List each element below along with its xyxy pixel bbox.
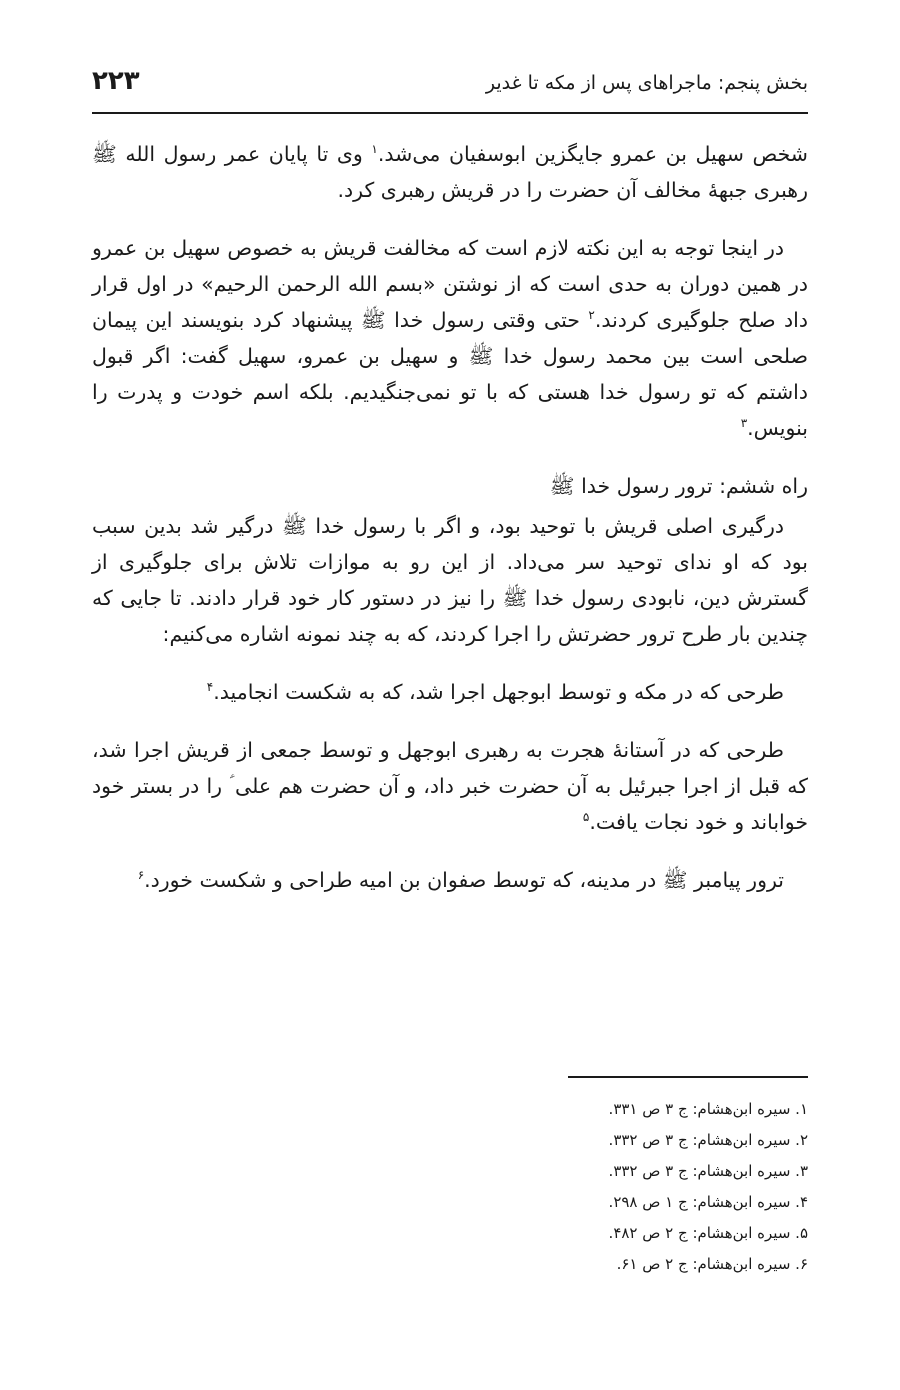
list-item-1-text: طرحی که در مکه و توسط ابوجهل اجرا شد، که به شکست انجامید. (213, 680, 784, 704)
footnote-divider (568, 1076, 808, 1078)
list-item-3-text: ترور پیامبر ﷺ در مدینه، که توسط صفوان بن امیه طراحی و شکست خورد. (144, 868, 784, 892)
running-header (92, 62, 808, 114)
footnote-2: ۲. سیره ابن‌هشام: ج ۳ ص ۳۳۲. (608, 1131, 808, 1149)
page-number: ۲۲۳ (92, 66, 140, 96)
paragraph-2-text-a: در اینجا توجه به این نکته لازم است که مخالفت قریش به خصوص سهیل بن عمرو در همین دوران به حدی است که از نوشتن «بسم الله الرحمن الرحیم» در اول قرار داد صلح جلوگیری کردند. (92, 236, 808, 332)
paragraph-1-text-b: وی تا پایان عمر رسول الله ﷺ رهبری جبهۀ مخالف آن حضرت را در قریش رهبری کرد. (92, 142, 808, 202)
section-title: بخش پنجم: ماجراهای پس از مکه تا غدیر (485, 72, 808, 94)
paragraph-1 (92, 136, 808, 208)
footnote-4: ۴. سیره ابن‌هشام: ج ۱ ص ۲۹۸. (608, 1193, 808, 1211)
paragraph-2 (92, 230, 808, 446)
footnote-1: ۱. سیره ابن‌هشام: ج ۳ ص ۳۳۱. (608, 1100, 808, 1118)
footnotes-list (430, 1094, 808, 1280)
footnote-ref-2: ۲ (588, 308, 595, 323)
main-text (92, 136, 808, 920)
paragraph-1-text-a: شخص سهیل بن عمرو جایگزین ابوسفیان می‌شد. (377, 142, 808, 166)
footnote-ref-4: ۴ (206, 680, 214, 695)
list-item-3 (92, 862, 808, 898)
list-item-2-text: طرحی که در آستانۀ هجرت به رهبری ابوجهل و توسط جمعی از قریش اجرا شد، که قبل از اجرا جبرئیل به آن حضرت خبر داد، و آن حضرت هم علی ؑ را در بستر خود خواباند و خود نجات یافت. (92, 738, 808, 834)
list-item-1 (92, 674, 808, 710)
footnote-5: ۵. سیره ابن‌هشام: ج ۲ ص ۴۸۲. (608, 1224, 808, 1242)
footnote-ref-5: ۵ (582, 810, 590, 825)
footnote-ref-3: ۳ (740, 416, 748, 431)
footnote-ref-6: ۶ (137, 868, 145, 883)
footnote-ref-1: ۱ (371, 142, 378, 157)
footnote-3: ۳. سیره ابن‌هشام: ج ۳ ص ۳۳۲. (608, 1162, 808, 1180)
footnote-6: ۶. سیره ابن‌هشام: ج ۲ ص ۶۱. (616, 1255, 808, 1273)
section-heading: راه ششم: ترور رسول خدا ﷺ (549, 474, 808, 498)
paragraph-2-text-b: حتی وقتی رسول خدا ﷺ پیشنهاد کرد بنویسند این پیمان صلحی است بین محمد رسول خدا ﷺ و سهیل بن عمرو، سهیل گفت: اگر قبول داشتم که تو رسول خدا هستی که با تو نمی‌جنگیدیم. بلکه اسم خودت و پدرت را بنویس. (92, 308, 808, 440)
paragraph-3: درگیری اصلی قریش با توحید بود، و اگر با رسول خدا ﷺ درگیر شد بدین سبب بود که او ندای توحید سر می‌داد. از این رو به موازات تلاش برای جلوگیری از گسترش دین، نابودی رسول خدا ﷺ را نیز در دستور کار خود قرار دادند. تا جایی که چندین بار طرح ترور حضرتش را اجرا کردند، که به چند نمونه اشاره می‌کنیم: (92, 514, 808, 646)
list-item-2 (92, 732, 808, 840)
